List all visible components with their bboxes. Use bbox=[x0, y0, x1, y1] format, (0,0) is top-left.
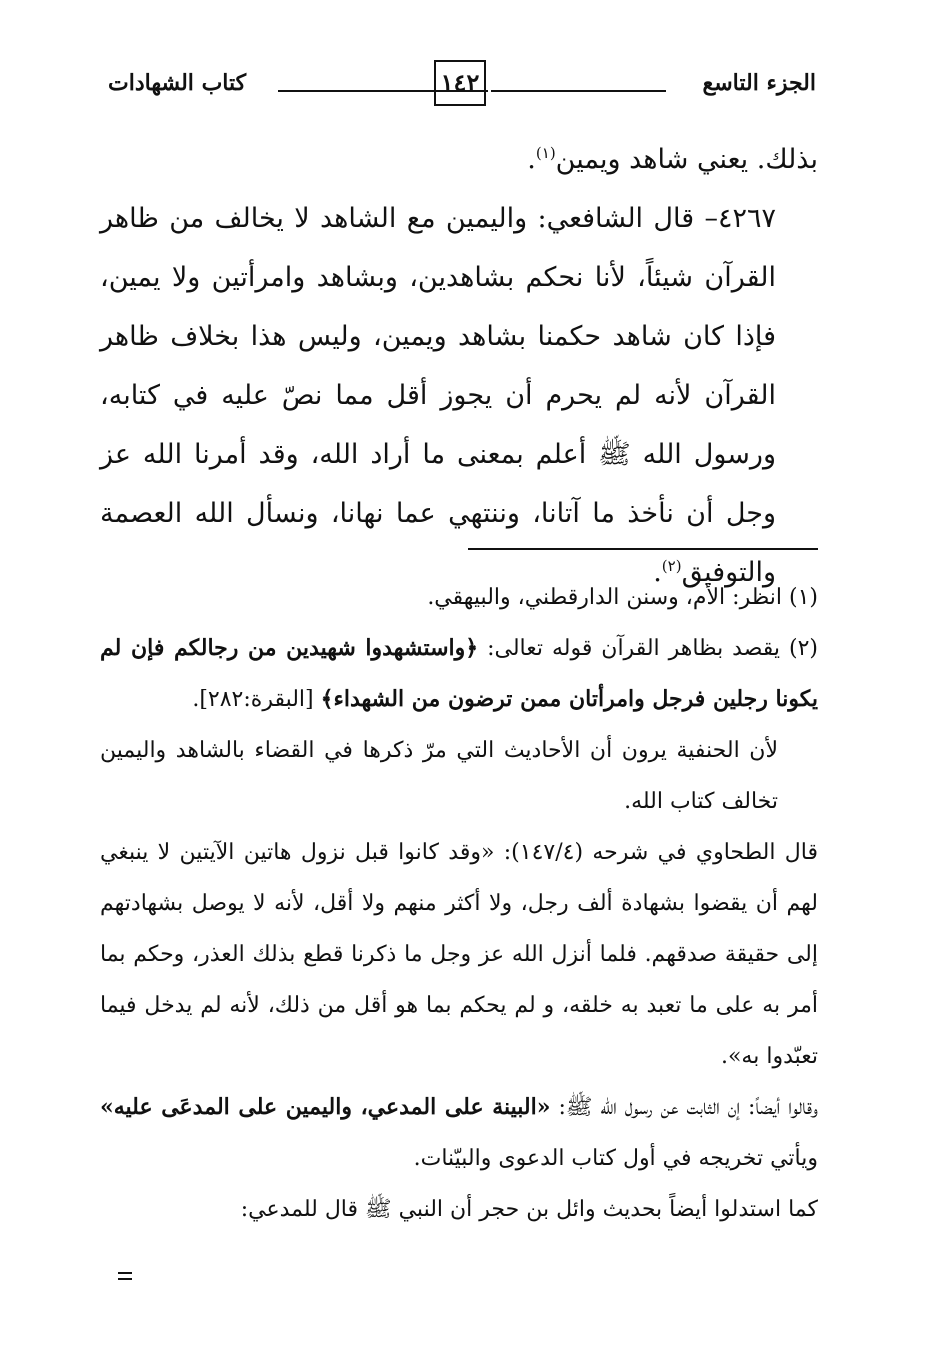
paragraph-4267 bbox=[100, 189, 818, 602]
footnote-2-para-5: كما استدلوا أيضاً بحديث وائل بن حجر أن النبي ﷺ قال للمدعي: bbox=[240, 1197, 818, 1222]
hadith-quote: «البينة على المدعي، واليمين على المدعَى عليه» bbox=[100, 1094, 551, 1120]
footnote-ref-1: (١) bbox=[535, 144, 556, 162]
page-number: ١٤٢ bbox=[434, 60, 486, 106]
footnote-separator bbox=[468, 548, 818, 550]
continuation-bar-bottom bbox=[118, 1278, 132, 1280]
paragraph-4267-text: ٤٢٦٧– قال الشافعي: واليمين مع الشاهد لا يخالف من ظاهر القرآن شيئاً، لأنا نحكم بشاهدين، وبشاهد وامرأتين ولا يمين، فإذا كان شاهد حكمنا بشاهد ويمين، وليس هذا بخلاف ظاهر القرآن لأنه لم يحرم أن يجوز أقل مما نصّ عليه في كتابه، ورسول الله ﷺ أعلم بمعنى ما أراد الله، وقد أمرنا الله عز وجل أن نأخذ ما آتانا، وننتهي عما نهانا، ونسأل الله العصمة والتوفيق bbox=[100, 203, 776, 588]
paragraph-end: . bbox=[653, 557, 662, 588]
footnote-2 bbox=[100, 623, 818, 725]
quran-verse: ﴿واستشهدوا شهيدين من رجالكم فإن لم يكونا رجلين فرجل وامرأتان ممن ترضون من الشهداء﴾ bbox=[100, 635, 818, 712]
opening-line: بذلك. يعني شاهد ويمين$^{(١)}$. bbox=[527, 144, 818, 175]
footnote-ref-2: (٢) bbox=[661, 557, 682, 575]
header-rule-left bbox=[278, 90, 488, 92]
footnote-2-intro: (٢) يقصد بظاهر القرآن قوله تعالى: bbox=[487, 636, 818, 661]
para-4-end: ويأتي تخريجه في أول كتاب الدعوى والبيّنات. bbox=[413, 1146, 818, 1171]
volume-title: الجزء التاسع bbox=[702, 70, 816, 96]
header-rule-right bbox=[491, 90, 666, 92]
footnote-2-para-4 bbox=[100, 1082, 818, 1184]
continuation-bar-top bbox=[118, 1272, 132, 1274]
book-title: كتاب الشهادات bbox=[108, 70, 247, 96]
continuation-mark bbox=[118, 1272, 132, 1282]
para-4-intro: وقالوا أيضاً: إن الثابت عن رسول الله ﷺ: bbox=[558, 1095, 818, 1120]
footnotes bbox=[100, 572, 818, 1235]
main-text bbox=[100, 130, 818, 602]
footnote-1: (١) انظر: الأم، وسنن الدارقطني، والبيهقي. bbox=[427, 585, 818, 610]
footnote-2-para-2: لأن الحنفية يرون أن الأحاديث التي مرّ ذكرها في القضاء بالشاهد واليمين تخالف كتاب الله. bbox=[100, 738, 778, 814]
opening-line-text: بذلك. يعني شاهد ويمين bbox=[555, 144, 818, 175]
footnote-2-para-3: قال الطحاوي في شرحه (١٤٧/٤): «وقد كانوا قبل نزول هاتين الآيتين لا ينبغي لهم أن يقضوا بشهادة ألف رجل، ولا أكثر منهم ولا أقل، لأنه لا يوصل بشهادتهم إلى حقيقة صدقهم. فلما أنزل الله عز وجل ما ذكرنا قطع بذلك العذر، وحكم بما أمر به على ما تعبد به خلقه، و لم يحكم بما هو أقل من ذلك، لأنه لم يدخل فيما تعبّدوا به». bbox=[100, 840, 818, 1069]
running-header bbox=[108, 58, 816, 118]
verse-reference: [البقرة:٢٨٢]. bbox=[192, 687, 314, 712]
